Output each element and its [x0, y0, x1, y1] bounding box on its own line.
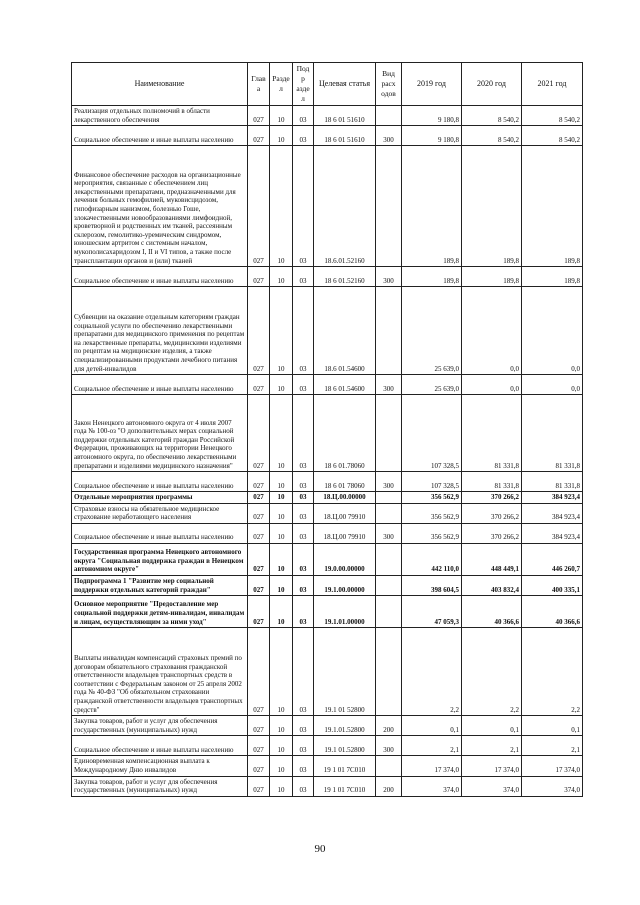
- row-expense-type: [376, 503, 402, 523]
- row-glava: 027: [248, 472, 270, 492]
- table-row: [72, 543, 583, 575]
- row-expense-type: 300: [376, 736, 402, 756]
- row-razdel: 10: [270, 106, 293, 126]
- row-name: Финансовое обеспечение расходов на организационные мероприятия, связанные с обеспечением лиц лекарственными препаратами, предназначенными для лечения больных гемофилией, муковисцидозом, гипофизарным нанизмом, болезнью Гоше, злокачественными новообразованиями лимфоидной, кроветворной и родственных им тканей, рассеянным склерозом, гемолитико-уремическим синдромом, юношеским артритом с системным началом, мукополисахаридозом I, II и VI типов, а также после трансплантации органов и (или) тканей: [72, 146, 248, 267]
- row-podrazdel: 03: [293, 472, 314, 492]
- row-value-2021: 2,2: [522, 628, 583, 716]
- row-expense-type: 300: [376, 126, 402, 146]
- row-value-2019: 107 328,5: [402, 472, 462, 492]
- table-row: [72, 523, 583, 543]
- row-value-2019: 189,8: [402, 146, 462, 267]
- row-value-2019: 356 562,9: [402, 523, 462, 543]
- row-glava: 027: [248, 596, 270, 628]
- row-razdel: 10: [270, 756, 293, 776]
- row-razdel: 10: [270, 503, 293, 523]
- row-value-2020: 40 366,6: [462, 596, 522, 628]
- row-glava: 027: [248, 395, 270, 472]
- row-name: Социальное обеспечение и иные выплаты населению: [72, 736, 248, 756]
- row-razdel: 10: [270, 523, 293, 543]
- row-target-article: 19.1.00.00000: [314, 575, 376, 595]
- row-value-2021: 0,1: [522, 716, 583, 736]
- row-glava: 027: [248, 492, 270, 504]
- row-glava: 027: [248, 575, 270, 595]
- row-razdel: 10: [270, 287, 293, 375]
- row-value-2021: 384 923,4: [522, 503, 583, 523]
- row-value-2019: 189,8: [402, 267, 462, 287]
- table-row: [72, 503, 583, 523]
- row-glava: 027: [248, 503, 270, 523]
- table-row: [72, 596, 583, 628]
- row-value-2020: 370 266,2: [462, 523, 522, 543]
- row-podrazdel: 03: [293, 126, 314, 146]
- row-expense-type: 300: [376, 523, 402, 543]
- row-value-2021: 384 923,4: [522, 492, 583, 504]
- header-2020: 2020 год: [462, 63, 522, 106]
- row-value-2021: 400 335,1: [522, 575, 583, 595]
- row-glava: 027: [248, 287, 270, 375]
- row-value-2020: 8 540,2: [462, 126, 522, 146]
- row-target-article: 18.6.01.52160: [314, 146, 376, 267]
- row-value-2019: 0,1: [402, 716, 462, 736]
- row-name: Страховые взносы на обязательное медицинское страхование неработающего населения: [72, 503, 248, 523]
- row-razdel: 10: [270, 543, 293, 575]
- row-expense-type: 200: [376, 776, 402, 796]
- row-podrazdel: 03: [293, 736, 314, 756]
- header-name: Наименование: [72, 63, 248, 106]
- row-value-2019: 374,0: [402, 776, 462, 796]
- row-razdel: 10: [270, 492, 293, 504]
- row-value-2021: 0,0: [522, 375, 583, 395]
- row-value-2019: 107 328,5: [402, 395, 462, 472]
- row-expense-type: [376, 106, 402, 126]
- row-glava: 027: [248, 776, 270, 796]
- table-row: [72, 776, 583, 796]
- row-target-article: 19.1 01.52800: [314, 736, 376, 756]
- row-name: Социальное обеспечение и иные выплаты населению: [72, 375, 248, 395]
- header-expense-type: Вид расх одов: [376, 63, 402, 106]
- row-glava: 027: [248, 716, 270, 736]
- row-value-2021: 384 923,4: [522, 523, 583, 543]
- header-glava: Глав а: [248, 63, 270, 106]
- row-target-article: 18.Ц.00 79910: [314, 523, 376, 543]
- row-value-2019: 25 639,0: [402, 375, 462, 395]
- table-row: [72, 106, 583, 126]
- table-row: [72, 575, 583, 595]
- row-name: Социальное обеспечение и иные выплаты населению: [72, 126, 248, 146]
- row-razdel: 10: [270, 596, 293, 628]
- row-expense-type: 300: [376, 472, 402, 492]
- row-target-article: 18 6 01.52160: [314, 267, 376, 287]
- row-value-2020: 370 266,2: [462, 503, 522, 523]
- row-expense-type: [376, 756, 402, 776]
- row-value-2020: 81 331,8: [462, 395, 522, 472]
- row-target-article: 18.6 01.54600: [314, 287, 376, 375]
- row-razdel: 10: [270, 776, 293, 796]
- row-glava: 027: [248, 267, 270, 287]
- row-target-article: 18 6 01.54600: [314, 375, 376, 395]
- row-razdel: 10: [270, 146, 293, 267]
- row-podrazdel: 03: [293, 287, 314, 375]
- row-expense-type: [376, 146, 402, 267]
- row-razdel: 10: [270, 267, 293, 287]
- row-glava: 027: [248, 126, 270, 146]
- row-value-2021: 40 366,6: [522, 596, 583, 628]
- row-target-article: 18.Ц.00.00000: [314, 492, 376, 504]
- row-name: Социальное обеспечение и иные выплаты населению: [72, 523, 248, 543]
- row-glava: 027: [248, 756, 270, 776]
- row-value-2020: 370 266,2: [462, 492, 522, 504]
- row-value-2019: 9 180,8: [402, 106, 462, 126]
- row-glava: 027: [248, 106, 270, 126]
- table-row: [72, 395, 583, 472]
- row-podrazdel: 03: [293, 596, 314, 628]
- row-value-2019: 9 180,8: [402, 126, 462, 146]
- row-value-2021: 446 260,7: [522, 543, 583, 575]
- row-value-2020: 374,0: [462, 776, 522, 796]
- row-target-article: 19.1.01.00000: [314, 596, 376, 628]
- row-name: Закон Ненецкого автономного округа от 4 июля 2007 года № 100-оз "О дополнительных мерах социальной поддержки отдельных категорий граждан Российской Федерации, проживающих на территории Ненецкого автономного округа, по обеспечению лекарственными препаратами и изделиями медицинского назначения": [72, 395, 248, 472]
- row-value-2021: 189,8: [522, 146, 583, 267]
- table-row: [72, 146, 583, 267]
- row-razdel: 10: [270, 126, 293, 146]
- row-value-2019: 25 639,0: [402, 287, 462, 375]
- row-value-2020: 403 832,4: [462, 575, 522, 595]
- row-value-2020: 189,8: [462, 267, 522, 287]
- row-expense-type: [376, 287, 402, 375]
- row-name: Субвенции на оказание отдельным категориям граждан социальной услуги по обеспечению лекарственными препаратами для медицинского применения по рецептам на лекарственные препараты, медицинскими изделиями по рецептам на медицинские изделия, а также специализированными продуктами лечебного питания для детей-инвалидов: [72, 287, 248, 375]
- table-row: [72, 756, 583, 776]
- row-razdel: 10: [270, 575, 293, 595]
- row-value-2019: 2,2: [402, 628, 462, 716]
- row-expense-type: 200: [376, 716, 402, 736]
- row-target-article: 19.1 01 52800: [314, 628, 376, 716]
- table-body: [72, 106, 583, 797]
- row-glava: 027: [248, 523, 270, 543]
- row-name: Закупка товаров, работ и услуг для обеспечения государственных (муниципальных) нужд: [72, 776, 248, 796]
- row-podrazdel: 03: [293, 628, 314, 716]
- row-value-2021: 81 331,8: [522, 395, 583, 472]
- table-row: [72, 267, 583, 287]
- row-name: Социальное обеспечение и иные выплаты населению: [72, 267, 248, 287]
- row-razdel: 10: [270, 375, 293, 395]
- row-value-2019: 356 562,9: [402, 492, 462, 504]
- row-podrazdel: 03: [293, 492, 314, 504]
- row-target-article: 18.Ц.00 79910: [314, 503, 376, 523]
- row-razdel: 10: [270, 472, 293, 492]
- row-target-article: 18 6 01.78060: [314, 395, 376, 472]
- header-target-article: Целевая статья: [314, 63, 376, 106]
- row-expense-type: [376, 575, 402, 595]
- row-value-2020: 17 374,0: [462, 756, 522, 776]
- row-name: Выплаты инвалидам компенсаций страховых премий по договорам обязательного страхования гражданской ответственности владельцев транспортных средств в соответствии с Федеральным законом от 25 апреля 2002 года № 40-ФЗ "Об обязательном страховании гражданской ответственности владельцев транспортных средств": [72, 628, 248, 716]
- row-value-2020: 189,8: [462, 146, 522, 267]
- row-value-2021: 2,1: [522, 736, 583, 756]
- row-target-article: 18 6 01 51610: [314, 126, 376, 146]
- row-value-2020: 448 449,1: [462, 543, 522, 575]
- row-podrazdel: 03: [293, 267, 314, 287]
- row-value-2020: 81 331,8: [462, 472, 522, 492]
- row-value-2021: 81 331,8: [522, 472, 583, 492]
- row-target-article: 18 6 01 51610: [314, 106, 376, 126]
- budget-table-container: [71, 62, 582, 797]
- page-number: 90: [314, 843, 326, 855]
- row-name: Единовременная компенсационная выплата к Международному Дню инвалидов: [72, 756, 248, 776]
- table-row: [72, 736, 583, 756]
- row-expense-type: [376, 628, 402, 716]
- table-header-row: [72, 63, 583, 106]
- row-value-2021: 0,0: [522, 287, 583, 375]
- row-value-2019: 47 059,3: [402, 596, 462, 628]
- row-razdel: 10: [270, 395, 293, 472]
- row-value-2021: 8 540,2: [522, 126, 583, 146]
- row-name: Подпрограмма 1 "Развитие мер социальной поддержки отдельных категорий граждан": [72, 575, 248, 595]
- header-2019: 2019 год: [402, 63, 462, 106]
- row-podrazdel: 03: [293, 146, 314, 267]
- row-podrazdel: 03: [293, 575, 314, 595]
- row-value-2020: 0,0: [462, 287, 522, 375]
- row-value-2019: 356 562,9: [402, 503, 462, 523]
- row-expense-type: 300: [376, 267, 402, 287]
- row-podrazdel: 03: [293, 543, 314, 575]
- table-row: [72, 628, 583, 716]
- row-razdel: 10: [270, 628, 293, 716]
- row-glava: 027: [248, 543, 270, 575]
- row-expense-type: [376, 543, 402, 575]
- row-name: Социальное обеспечение и иные выплаты населению: [72, 472, 248, 492]
- row-value-2020: 0,0: [462, 375, 522, 395]
- row-value-2020: 0,1: [462, 716, 522, 736]
- header-2021: 2021 год: [522, 63, 583, 106]
- row-value-2020: 8 540,2: [462, 106, 522, 126]
- table-row: [72, 287, 583, 375]
- row-value-2019: 17 374,0: [402, 756, 462, 776]
- row-target-article: 19 1 01 7С010: [314, 776, 376, 796]
- row-podrazdel: 03: [293, 523, 314, 543]
- row-glava: 027: [248, 628, 270, 716]
- row-podrazdel: 03: [293, 106, 314, 126]
- row-name: Основное мероприятие "Предоставление мер социальной поддержки детям-инвалидам, инвалидам и лицам, осуществляющим за ними уход": [72, 596, 248, 628]
- row-glava: 027: [248, 375, 270, 395]
- row-podrazdel: 03: [293, 395, 314, 472]
- row-value-2021: 8 540,2: [522, 106, 583, 126]
- table-row: [72, 492, 583, 504]
- row-podrazdel: 03: [293, 716, 314, 736]
- row-podrazdel: 03: [293, 756, 314, 776]
- row-glava: 027: [248, 146, 270, 267]
- row-expense-type: [376, 596, 402, 628]
- row-value-2021: 374,0: [522, 776, 583, 796]
- row-value-2019: 442 110,0: [402, 543, 462, 575]
- header-razdel: Разде л: [270, 63, 293, 106]
- row-target-article: 19.0.00.00000: [314, 543, 376, 575]
- row-name: Государственная программа Ненецкого автономного округа "Социальная поддержка граждан в Ненецком автономном округе": [72, 543, 248, 575]
- row-value-2021: 189,8: [522, 267, 583, 287]
- row-name: Закупка товаров, работ и услуг для обеспечения государственных (муниципальных) нужд: [72, 716, 248, 736]
- row-value-2021: 17 374,0: [522, 756, 583, 776]
- row-expense-type: 300: [376, 375, 402, 395]
- budget-table: [71, 62, 583, 797]
- row-podrazdel: 03: [293, 503, 314, 523]
- table-row: [72, 126, 583, 146]
- row-razdel: 10: [270, 736, 293, 756]
- table-row: [72, 375, 583, 395]
- row-expense-type: [376, 492, 402, 504]
- row-expense-type: [376, 395, 402, 472]
- row-name: Отдельные мероприятия программы: [72, 492, 248, 504]
- table-row: [72, 472, 583, 492]
- row-value-2019: 2,1: [402, 736, 462, 756]
- table-row: [72, 716, 583, 736]
- row-target-article: 19 1 01 7С010: [314, 756, 376, 776]
- header-podrazdel: Подр аздел: [293, 63, 314, 106]
- row-name: Реализация отдельных полномочий в области лекарственного обеспечения: [72, 106, 248, 126]
- row-value-2020: 2,1: [462, 736, 522, 756]
- row-glava: 027: [248, 736, 270, 756]
- row-value-2019: 398 604,5: [402, 575, 462, 595]
- row-target-article: 18 6 01 78060: [314, 472, 376, 492]
- row-podrazdel: 03: [293, 776, 314, 796]
- row-target-article: 19.1.01.52800: [314, 716, 376, 736]
- row-podrazdel: 03: [293, 375, 314, 395]
- row-value-2020: 2,2: [462, 628, 522, 716]
- row-razdel: 10: [270, 716, 293, 736]
